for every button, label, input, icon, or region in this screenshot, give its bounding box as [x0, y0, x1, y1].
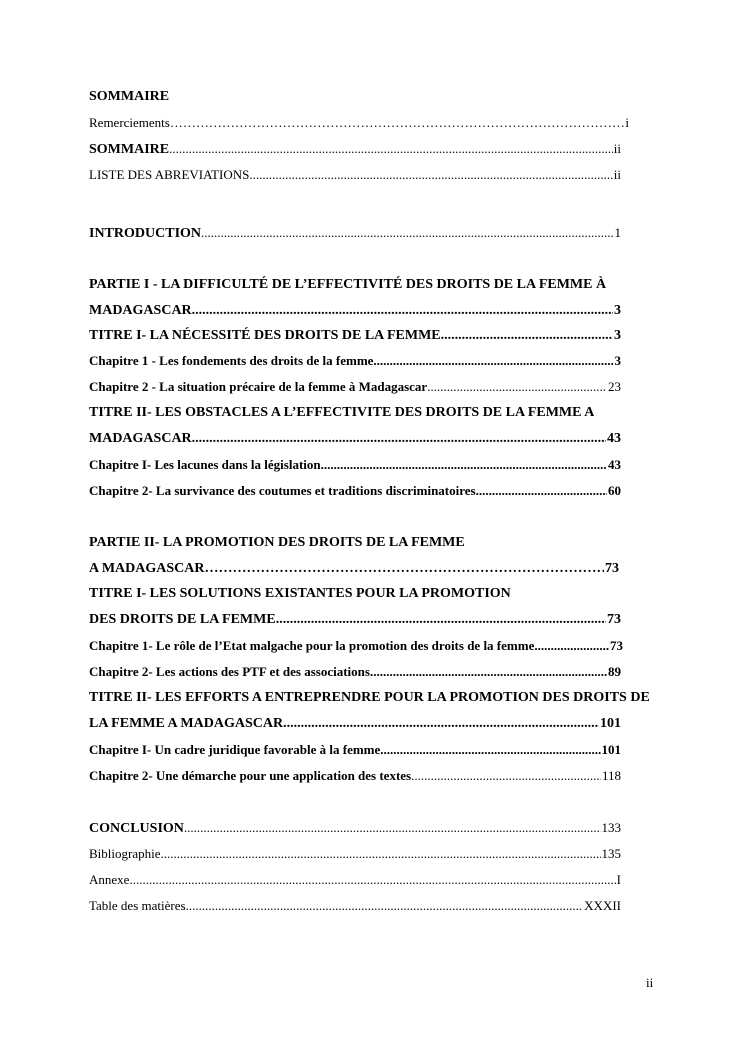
toc-entry-page: 3	[614, 353, 621, 368]
p2-titre2-line1: TITRE II- LES EFFORTS A ENTREPRENDRE POUR LA PROMOTION DES DROITS DE	[89, 690, 650, 705]
toc-entry-annexe	[89, 871, 621, 889]
toc-entry-table-des-matieres	[89, 897, 621, 915]
toc-entry-title: Remerciements	[89, 115, 170, 130]
toc-entry-p1-chapitre1	[89, 352, 621, 370]
toc-entry-title: TITRE I- LA NÉCESSITÉ DES DROITS DE LA FEMME	[89, 328, 441, 343]
toc-entry-page: I	[616, 872, 621, 887]
toc-entry-page: 118	[601, 768, 621, 783]
toc-entry-title: Chapitre 2 - La situation précaire de la femme à Madagascar	[89, 379, 428, 394]
dot-leader	[441, 327, 613, 345]
toc-entry-page: 23	[608, 379, 621, 394]
partie1-title-line1: PARTIE I - LA DIFFICULTÉ DE L’EFFECTIVITÉ DES DROITS DE LA FEMME À	[89, 277, 607, 292]
toc-entry-remerciements	[89, 114, 629, 132]
toc-entry-title: Chapitre 2- La survivance des coutumes et traditions discriminatoires	[89, 483, 476, 498]
toc-entry-title: MADAGASCAR	[89, 431, 192, 446]
toc-entry-title: A MADAGASCAR	[89, 561, 205, 576]
p2-titre1-line1: TITRE I- LES SOLUTIONS EXISTANTES POUR LA PROMOTION	[89, 586, 511, 601]
dot-leader	[276, 611, 606, 629]
toc-entry-page: 43	[607, 431, 621, 446]
toc-entry-page: 73	[605, 561, 619, 576]
toc-entry-title: Chapitre 2- Une démarche pour une application des textes	[89, 768, 412, 783]
toc-entry-p1-titre1	[89, 327, 621, 345]
toc-entry-page: 101	[601, 742, 621, 757]
toc-entry-p2-chapitre1	[89, 637, 623, 655]
toc-entry-page: 43	[608, 457, 621, 472]
toc-heading: SOMMAIRE	[89, 89, 170, 104]
toc-entry-page: ii	[613, 141, 621, 156]
dot-leader	[373, 352, 613, 370]
toc-entry-page: 135	[601, 846, 621, 861]
dot-leader	[249, 166, 612, 184]
toc-entry-p2-titre2	[89, 715, 621, 733]
toc-entry-title: DES DROITS DE LA FEMME	[89, 612, 276, 627]
toc-entry-sommaire	[89, 140, 621, 159]
dot-leader	[169, 140, 613, 158]
toc-entry-p2-titre1	[89, 611, 621, 629]
toc-entry-p2-chapitre2	[89, 663, 621, 681]
toc-entry-partie2	[89, 560, 619, 578]
dot-leader	[380, 741, 600, 759]
toc-entry-page: 60	[608, 483, 621, 498]
toc-entry-page: 73	[607, 612, 621, 627]
dot-leader	[427, 378, 607, 396]
toc-entry-partie1	[89, 302, 621, 320]
toc-entry-p1-titre2	[89, 430, 621, 448]
dot-leader	[184, 819, 601, 837]
toc-entry-title: Annexe	[89, 872, 130, 887]
dot-leader	[192, 302, 613, 320]
toc-entry-title: MADAGASCAR	[89, 303, 192, 318]
toc-entry-page: 73	[610, 638, 623, 653]
toc-entry-title: Table des matières	[89, 898, 186, 913]
toc-entry-page: 1	[614, 225, 621, 240]
toc-entry-p2-chapitre4	[89, 767, 621, 785]
toc-entry-title: Chapitre 1- Le rôle de l’Etat malgache pour la promotion des droits de la femme	[89, 638, 535, 653]
toc-entry-abreviations	[89, 166, 621, 184]
dot-leader	[186, 897, 584, 915]
dot-leader	[283, 715, 599, 733]
toc-entry-page: ii	[613, 167, 621, 182]
toc-entry-title: Chapitre 2- Les actions des PTF et des associations	[89, 664, 370, 679]
toc-entry-title: INTRODUCTION	[89, 226, 202, 241]
toc-entry-title: Bibliographie	[89, 846, 161, 861]
p1-titre2-line1: TITRE II- LES OBSTACLES A L’EFFECTIVITE DES DROITS DE LA FEMME A	[89, 405, 595, 420]
toc-entry-page: 89	[608, 664, 621, 679]
toc-entry-title: Chapitre 1 - Les fondements des droits de la femme	[89, 353, 374, 368]
toc-entry-title: LA FEMME A MADAGASCAR	[89, 716, 284, 731]
dot-leader	[205, 560, 605, 578]
dot-leader	[476, 482, 607, 500]
toc-entry-p1-chapitre4	[89, 482, 621, 500]
dot-leader	[161, 845, 601, 863]
dot-leader	[192, 430, 606, 448]
toc-entry-title: LISTE DES ABREVIATIONS	[89, 167, 250, 182]
page-number: ii	[646, 975, 654, 990]
dot-leader	[534, 637, 609, 655]
dot-leader	[321, 456, 607, 474]
toc-entry-title: Chapitre I- Un cadre juridique favorable à la femme	[89, 742, 381, 757]
toc-entry-page: i	[625, 115, 629, 130]
toc-entry-conclusion	[89, 819, 621, 838]
partie2-title-line1: PARTIE II- LA PROMOTION DES DROITS DE LA FEMME	[89, 535, 465, 550]
dot-leader	[411, 767, 601, 785]
toc-entry-p2-chapitre3	[89, 741, 621, 759]
toc-entry-page: 101	[600, 716, 621, 731]
toc-entry-page: XXXII	[584, 898, 621, 913]
toc-entry-p1-chapitre3	[89, 456, 621, 474]
toc-entry-page: 133	[601, 820, 621, 835]
toc-entry-introduction	[89, 224, 621, 243]
toc-entry-page: 3	[614, 303, 621, 318]
toc-entry-bibliographie	[89, 845, 621, 863]
toc-entry-title: SOMMAIRE	[89, 142, 170, 157]
dot-leader	[370, 663, 607, 681]
dot-leader	[129, 871, 615, 889]
toc-entry-page: 3	[614, 328, 621, 343]
toc-entry-title: Chapitre I- Les lacunes dans la législation	[89, 457, 321, 472]
toc-entry-p1-chapitre2	[89, 378, 621, 396]
dot-leader	[201, 224, 613, 242]
dot-leader	[170, 114, 625, 132]
toc-entry-title: CONCLUSION	[89, 821, 184, 836]
